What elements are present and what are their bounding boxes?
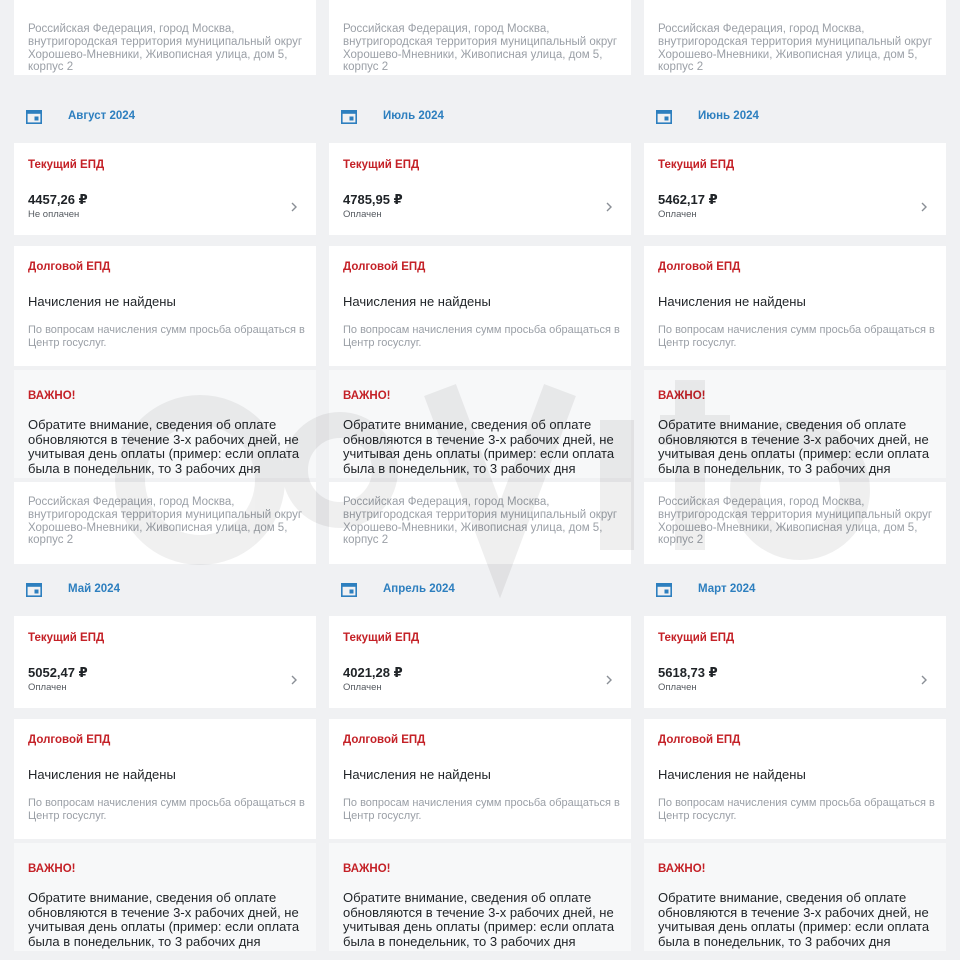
address-text: Российская Федерация, город Москва, внутригородская территория муниципальный округ Хорошево-Мневники, Живописная улица, дом 5, корпус 2 [343, 496, 618, 547]
calendar-icon [656, 110, 672, 124]
month-label: Июль 2024 [383, 110, 444, 122]
address-text: Российская Федерация, город Москва, внутригородская территория муниципальный округ Хорошево-Мневники, Живописная улица, дом 5, корпус 2 [658, 23, 933, 74]
epd-amount: 5462,17 ₽ [658, 192, 718, 207]
charges-not-found: Начисления не найдены [658, 294, 806, 309]
important-notice-card [644, 843, 946, 951]
month-header[interactable] [14, 568, 316, 612]
important-notice-card [14, 370, 316, 478]
debt-epd-title: Долговой ЕПД [343, 734, 426, 746]
payment-status: Оплачен [658, 209, 697, 220]
payment-status: Оплачен [28, 682, 67, 693]
month-label: Май 2024 [68, 583, 120, 595]
address-card [14, 482, 316, 564]
debt-epd-card [14, 719, 316, 839]
address-card [329, 482, 631, 564]
charges-not-found: Начисления не найдены [343, 294, 491, 309]
debt-hint: По вопросам начисления сумм просьба обращаться в Центр госуслуг. [28, 797, 305, 822]
month-label: Март 2024 [698, 583, 756, 595]
debt-epd-title: Долговой ЕПД [658, 261, 741, 273]
important-title: ВАЖНО! [28, 390, 76, 402]
important-title: ВАЖНО! [28, 863, 76, 875]
current-epd-card[interactable] [329, 143, 631, 235]
charges-not-found: Начисления не найдены [343, 767, 491, 782]
debt-epd-title: Долговой ЕПД [343, 261, 426, 273]
address-card [644, 482, 946, 564]
important-text: Обратите внимание, сведения об оплате обновляются в течение 3-х рабочих дней, не учитывая день оплаты (пример: если оплата была в понедельник, то 3 рабочих дня [28, 417, 300, 476]
current-epd-card[interactable] [644, 143, 946, 235]
epd-amount: 5618,73 ₽ [658, 665, 718, 680]
important-text: Обратите внимание, сведения об оплате обновляются в течение 3-х рабочих дней, не учитывая день оплаты (пример: если оплата была в понедельник, то 3 рабочих дня [343, 417, 615, 476]
month-header[interactable] [644, 568, 946, 612]
important-notice-card [644, 370, 946, 478]
payment-status: Оплачен [343, 209, 382, 220]
month-label: Август 2024 [68, 110, 136, 122]
month-header[interactable] [14, 95, 316, 139]
important-notice-card [329, 843, 631, 951]
current-epd-title: Текущий ЕПД [343, 159, 420, 171]
debt-epd-title: Долговой ЕПД [658, 734, 741, 746]
current-epd-title: Текущий ЕПД [658, 632, 735, 644]
important-text: Обратите внимание, сведения об оплате обновляются в течение 3-х рабочих дней, не учитывая день оплаты (пример: если оплата была в понедельник, то 3 рабочих дня [658, 417, 930, 476]
epd-amount: 4785,95 ₽ [343, 192, 403, 207]
calendar-icon [26, 110, 42, 124]
debt-epd-card [644, 719, 946, 839]
month-label: Июнь 2024 [698, 110, 759, 122]
address-text: Российская Федерация, город Москва, внутригородская территория муниципальный округ Хорошево-Мневники, Живописная улица, дом 5, корпус 2 [28, 23, 303, 74]
important-text: Обратите внимание, сведения об оплате обновляются в течение 3-х рабочих дней, не учитывая день оплаты (пример: если оплата была в понедельник, то 3 рабочих дня [658, 890, 930, 949]
column-2 [644, 0, 946, 949]
current-epd-title: Текущий ЕПД [28, 632, 105, 644]
debt-epd-card [644, 246, 946, 366]
important-title: ВАЖНО! [343, 863, 391, 875]
debt-hint: По вопросам начисления сумм просьба обращаться в Центр госуслуг. [658, 324, 935, 349]
address-text: Российская Федерация, город Москва, внутригородская территория муниципальный округ Хорошево-Мневники, Живописная улица, дом 5, корпус 2 [343, 23, 618, 74]
important-notice-card [14, 843, 316, 951]
current-epd-card[interactable] [14, 616, 316, 708]
epd-amount: 4021,28 ₽ [343, 665, 403, 680]
month-header[interactable] [329, 95, 631, 139]
current-epd-title: Текущий ЕПД [28, 159, 105, 171]
important-text: Обратите внимание, сведения об оплате обновляются в течение 3-х рабочих дней, не учитывая день оплаты (пример: если оплата была в понедельник, то 3 рабочих дня [28, 890, 300, 949]
column-1 [329, 0, 631, 949]
important-text: Обратите внимание, сведения об оплате обновляются в течение 3-х рабочих дней, не учитывая день оплаты (пример: если оплата была в понедельник, то 3 рабочих дня [343, 890, 615, 949]
address-card [329, 0, 631, 75]
debt-hint: По вопросам начисления сумм просьба обращаться в Центр госуслуг. [343, 797, 620, 822]
debt-epd-title: Долговой ЕПД [28, 261, 111, 273]
address-card [14, 0, 316, 75]
chevron-right-icon[interactable] [920, 673, 928, 685]
current-epd-card[interactable] [329, 616, 631, 708]
chevron-right-icon[interactable] [605, 673, 613, 685]
debt-epd-title: Долговой ЕПД [28, 734, 111, 746]
important-notice-card [329, 370, 631, 478]
debt-hint: По вопросам начисления сумм просьба обращаться в Центр госуслуг. [658, 797, 935, 822]
month-header[interactable] [329, 568, 631, 612]
important-title: ВАЖНО! [658, 863, 706, 875]
calendar-icon [341, 110, 357, 124]
current-epd-card[interactable] [14, 143, 316, 235]
month-header[interactable] [644, 95, 946, 139]
important-title: ВАЖНО! [658, 390, 706, 402]
charges-not-found: Начисления не найдены [658, 767, 806, 782]
charges-not-found: Начисления не найдены [28, 294, 176, 309]
chevron-right-icon[interactable] [290, 673, 298, 685]
month-label: Апрель 2024 [383, 583, 455, 595]
payment-status: Не оплачен [28, 209, 80, 220]
chevron-right-icon[interactable] [920, 200, 928, 212]
current-epd-card[interactable] [644, 616, 946, 708]
debt-hint: По вопросам начисления сумм просьба обращаться в Центр госуслуг. [343, 324, 620, 349]
charges-not-found: Начисления не найдены [28, 767, 176, 782]
chevron-right-icon[interactable] [290, 200, 298, 212]
payment-status: Оплачен [343, 682, 382, 693]
address-text: Российская Федерация, город Москва, внутригородская территория муниципальный округ Хорошево-Мневники, Живописная улица, дом 5, корпус 2 [658, 496, 933, 547]
debt-epd-card [329, 719, 631, 839]
calendar-icon [656, 583, 672, 597]
debt-epd-card [14, 246, 316, 366]
epd-amount: 5052,47 ₽ [28, 665, 88, 680]
address-text: Российская Федерация, город Москва, внутригородская территория муниципальный округ Хорошево-Мневники, Живописная улица, дом 5, корпус 2 [28, 496, 303, 547]
current-epd-title: Текущий ЕПД [658, 159, 735, 171]
epd-amount: 4457,26 ₽ [28, 192, 88, 207]
debt-hint: По вопросам начисления сумм просьба обращаться в Центр госуслуг. [28, 324, 305, 349]
debt-epd-card [329, 246, 631, 366]
calendar-icon [341, 583, 357, 597]
important-title: ВАЖНО! [343, 390, 391, 402]
current-epd-title: Текущий ЕПД [343, 632, 420, 644]
calendar-icon [26, 583, 42, 597]
column-0 [14, 0, 316, 949]
address-card [644, 0, 946, 75]
chevron-right-icon[interactable] [605, 200, 613, 212]
payment-status: Оплачен [658, 682, 697, 693]
